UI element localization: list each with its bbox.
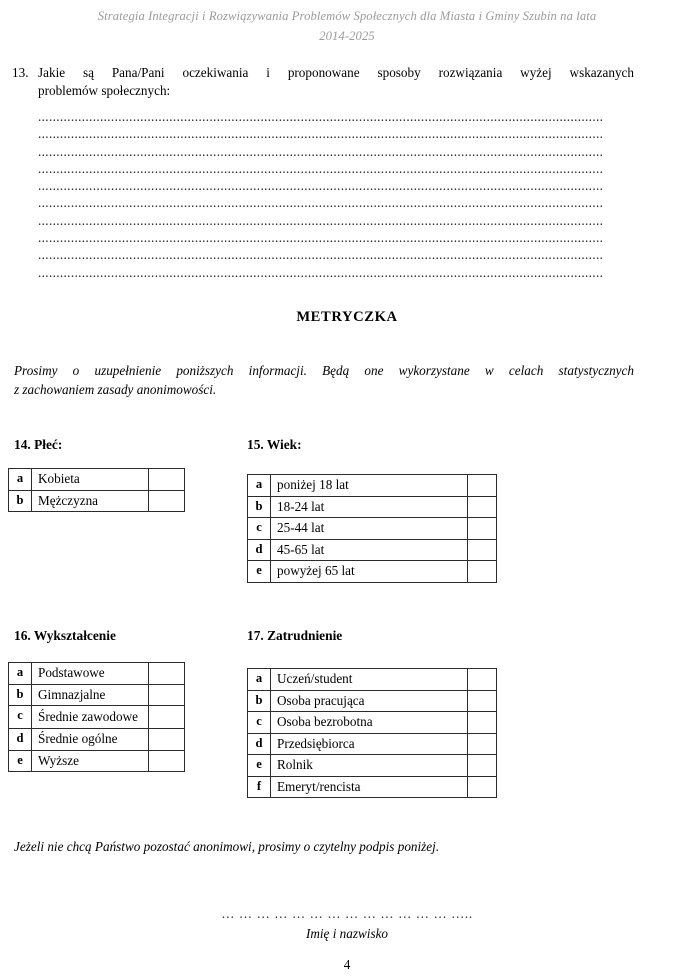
option-label: 45-65 lat (271, 539, 468, 561)
question-13-text-line1: Jakie są Pana/Pani oczekiwania i proponowane sposoby rozwiązania wyżej wskazanych (38, 65, 634, 80)
table-row[interactable] (248, 712, 497, 734)
table-row[interactable] (248, 561, 497, 583)
option-label: Kobieta (32, 469, 149, 491)
table-row[interactable] (248, 776, 497, 798)
table-row[interactable] (9, 706, 185, 729)
document-header-line2: 2014-2025 (319, 29, 375, 43)
answer-line[interactable]: ........................................................................................................................................................... (38, 109, 604, 124)
question-16-heading: 16. Wykształcenie (14, 628, 116, 643)
table-row[interactable] (248, 690, 497, 712)
option-key: e (248, 561, 271, 583)
option-checkbox-cell[interactable] (468, 561, 497, 583)
option-key: e (248, 755, 271, 777)
answer-line[interactable]: ........................................................................................................................................................... (38, 178, 604, 194)
option-key: a (9, 469, 32, 491)
metryczka-intro-line1: Prosimy o uzupełnienie poniższych informacji. Będą one wykorzystane w celach statystycznych (14, 363, 634, 378)
option-key: b (248, 496, 271, 518)
table-row[interactable] (9, 663, 185, 685)
option-label: 18-24 lat (271, 496, 468, 518)
table-row[interactable] (9, 729, 185, 751)
option-label: powyżej 65 lat (271, 561, 468, 583)
answer-line[interactable]: ........................................................................................................................................................... (38, 126, 604, 142)
option-key: c (248, 712, 271, 734)
option-label: poniżej 18 lat (271, 475, 468, 497)
option-key: c (248, 518, 271, 540)
option-label: Przedsiębiorca (271, 733, 468, 755)
question-13-text-line2: problemów społecznych: (38, 82, 171, 98)
option-key: b (248, 690, 271, 712)
option-key: d (248, 733, 271, 755)
table-row[interactable] (248, 733, 497, 755)
answer-line[interactable]: ........................................................................................................................................................... (38, 160, 604, 176)
option-label: Podstawowe (32, 663, 149, 685)
answer-line[interactable]: ........................................................................................................................................................... (38, 212, 604, 228)
option-key: f (248, 776, 271, 798)
table-row[interactable] (9, 750, 185, 772)
page-number: 4 (343, 957, 351, 972)
option-checkbox-cell[interactable] (468, 755, 497, 777)
option-key: a (248, 475, 271, 497)
option-label: Osoba pracująca (271, 690, 468, 712)
option-checkbox-cell[interactable] (468, 496, 497, 518)
option-key: b (9, 684, 32, 706)
option-checkbox-cell[interactable] (149, 750, 185, 772)
table-row[interactable] (248, 755, 497, 777)
signature-line[interactable]: … … … … … … … … … … … … … ….. (221, 906, 473, 921)
answer-line[interactable]: ........................................................................................................................................................... (38, 247, 604, 263)
question-16-options-table (8, 662, 185, 772)
question-13-number: 13. (12, 65, 29, 80)
option-label: Średnie zawodowe (32, 706, 149, 729)
question-15-heading: 15. Wiek: (247, 437, 302, 452)
option-checkbox-cell[interactable] (149, 729, 185, 751)
option-key: b (9, 490, 32, 512)
option-key: e (9, 750, 32, 772)
option-checkbox-cell[interactable] (468, 712, 497, 734)
option-checkbox-cell[interactable] (468, 690, 497, 712)
question-15-options-table (247, 474, 497, 583)
question-14-options-table (8, 468, 185, 512)
option-key: a (248, 669, 271, 691)
option-checkbox-cell[interactable] (149, 490, 185, 512)
option-label: Rolnik (271, 755, 468, 777)
metryczka-intro-line2: z zachowaniem zasady anonimowości. (14, 381, 217, 397)
option-label: 25-44 lat (271, 518, 468, 540)
option-label: Osoba bezrobotna (271, 712, 468, 734)
signature-caption: Imię i nazwisko (305, 926, 389, 941)
option-checkbox-cell[interactable] (149, 469, 185, 491)
option-checkbox-cell[interactable] (468, 776, 497, 798)
table-row[interactable] (248, 496, 497, 518)
answer-line[interactable]: ........................................................................................................................................................... (38, 195, 604, 211)
option-checkbox-cell[interactable] (468, 733, 497, 755)
option-label: Średnie ogólne (32, 729, 149, 751)
option-checkbox-cell[interactable] (468, 669, 497, 691)
metryczka-intro (14, 362, 634, 399)
document-header-line1: Strategia Integracji i Rozwiązywania Problemów Społecznych dla Miasta i Gminy Szubin na lata (97, 9, 597, 23)
table-row[interactable] (248, 475, 497, 497)
option-checkbox-cell[interactable] (149, 706, 185, 729)
question-13-answer-area[interactable] (38, 108, 634, 281)
option-label: Wyższe (32, 750, 149, 772)
table-row[interactable] (248, 539, 497, 561)
option-label: Emeryt/rencista (271, 776, 468, 798)
option-label: Gimnazjalne (32, 684, 149, 706)
table-row[interactable] (9, 684, 185, 706)
option-checkbox-cell[interactable] (468, 475, 497, 497)
answer-line[interactable]: ........................................................................................................................................................... (38, 230, 604, 246)
option-key: a (9, 663, 32, 685)
table-row[interactable] (248, 518, 497, 540)
question-17-heading: 17. Zatrudnienie (247, 628, 343, 643)
question-13-text (38, 64, 634, 99)
answer-line[interactable]: ........................................................................................................................................................... (38, 143, 604, 159)
question-17-options-table (247, 668, 497, 798)
option-label: Mężczyzna (32, 490, 149, 512)
option-checkbox-cell[interactable] (468, 539, 497, 561)
option-label: Uczeń/student (271, 669, 468, 691)
question-14-heading: 14. Płeć: (14, 437, 63, 452)
answer-line[interactable]: ........................................................................................................................................................... (38, 264, 604, 280)
option-key: d (9, 729, 32, 751)
metryczka-title: METRYCZKA (296, 309, 398, 325)
option-key: c (9, 706, 32, 729)
signature-note: Jeżeli nie chcą Państwo pozostać anonimowi, prosimy o czytelny podpis poniżej. (14, 839, 440, 854)
option-key: d (248, 539, 271, 561)
table-row[interactable] (9, 490, 185, 512)
table-row[interactable] (248, 669, 497, 691)
table-row[interactable] (9, 469, 185, 491)
document-header (40, 6, 654, 46)
option-checkbox-cell[interactable] (468, 518, 497, 540)
option-checkbox-cell[interactable] (149, 663, 185, 685)
question-13 (12, 64, 634, 99)
option-checkbox-cell[interactable] (149, 684, 185, 706)
